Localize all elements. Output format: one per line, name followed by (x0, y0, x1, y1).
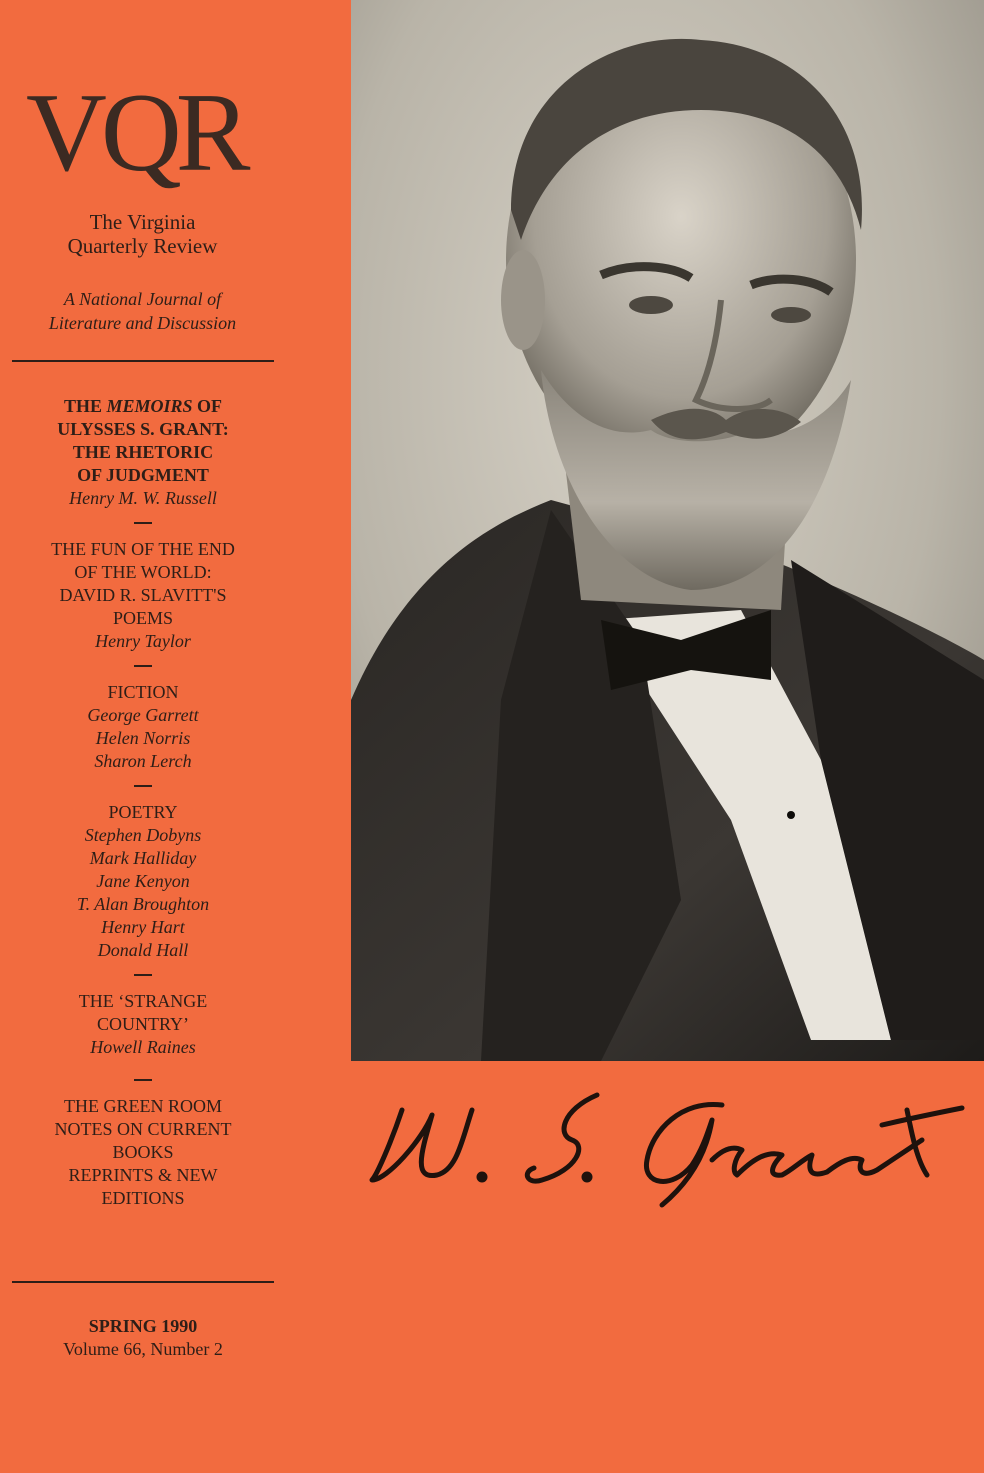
contents-title-line: ULYSSES S. GRANT: (57, 419, 229, 439)
contents-title-line: DAVID R. SLAVITT'S (59, 585, 227, 605)
contents-title-suffix: OF (192, 396, 223, 416)
contents-title-line: THE ‘STRANGE (78, 991, 208, 1011)
contents-title-line: OF THE WORLD: (74, 562, 212, 582)
contents-author: Henry Taylor (95, 631, 191, 651)
ear-shape (501, 250, 545, 350)
contents-title-line: BOOKS (112, 1142, 174, 1162)
contents-title-line: REPRINTS & NEW (68, 1165, 218, 1185)
contents-entry (12, 395, 274, 510)
contents-title-line: FICTION (107, 682, 179, 702)
contents-title-prefix: THE (63, 396, 107, 416)
vqr-logo-text: VQR (26, 78, 245, 195)
entry-separator (134, 665, 152, 667)
portrait-photo (351, 0, 984, 1061)
bottom-divider (12, 1281, 274, 1283)
left-eye (629, 296, 673, 314)
contents-title-italic: MEMOIRS (106, 396, 193, 416)
contents-author: George Garrett (87, 705, 199, 725)
contents-author: Jane Kenyon (96, 871, 190, 891)
portrait-illustration (351, 0, 984, 1061)
signature-dot-2 (584, 1174, 590, 1180)
issue-info (12, 1315, 274, 1361)
contents-author: Howell Raines (90, 1037, 196, 1057)
contents-title-line: OF JUDGMENT (77, 465, 209, 485)
journal-tagline-line1: A National Journal of (63, 289, 222, 309)
grant-signature (362, 1080, 972, 1210)
issue-volume: Volume 66, Number 2 (63, 1339, 223, 1359)
contents-author: Stephen Dobyns (84, 825, 202, 845)
contents-author: Mark Halliday (89, 848, 197, 868)
contents-entry (12, 1095, 274, 1210)
contents-title-line: THE GREEN ROOM (64, 1096, 222, 1116)
contents-title-line: THE RHETORIC (72, 442, 214, 462)
top-divider (12, 360, 274, 362)
signature-letter-s (527, 1095, 597, 1181)
contents-title-line: THE FUN OF THE END (51, 539, 235, 559)
contents-author: Henry M. W. Russell (69, 488, 217, 508)
vqr-logo-mark (26, 78, 286, 198)
signature-image (362, 1080, 972, 1210)
table-of-contents (12, 395, 274, 1210)
entry-separator (134, 522, 152, 524)
signature-dot-1 (479, 1174, 485, 1180)
entry-separator (134, 1079, 152, 1081)
issue-season: SPRING 1990 (88, 1316, 198, 1336)
signature-letter-g (646, 1104, 722, 1205)
contents-author: Henry Hart (101, 917, 185, 937)
stud-dot (787, 811, 795, 819)
journal-tagline-line2: Literature and Discussion (48, 313, 237, 333)
contents-author: Helen Norris (95, 728, 191, 748)
contents-author: Donald Hall (97, 940, 189, 960)
contents-title-line: EDITIONS (101, 1188, 185, 1208)
contents-title-line: POETRY (108, 802, 178, 822)
journal-name-line2: Quarterly Review (67, 234, 218, 258)
contents-entry (12, 538, 274, 653)
right-eye (771, 307, 811, 323)
contents-title-line: POEMS (112, 608, 174, 628)
entry-separator (134, 974, 152, 976)
contents-entry (12, 990, 274, 1059)
vqr-logo (26, 78, 281, 218)
journal-name (10, 210, 275, 258)
signature-t-bar (882, 1108, 962, 1125)
contents-author: T. Alan Broughton (76, 894, 210, 914)
contents-author: Sharon Lerch (94, 751, 192, 771)
journal-name-line1: The Virginia (89, 210, 196, 234)
contents-title-line (12, 395, 274, 418)
contents-title-line: NOTES ON CURRENT (54, 1119, 232, 1139)
contents-entry (12, 681, 274, 773)
contents-title-line: COUNTRY’ (96, 1014, 189, 1034)
signature-letter-u (372, 1110, 472, 1180)
contents-entry (12, 801, 274, 962)
signature-letters-rant (712, 1140, 922, 1175)
journal-tagline (10, 287, 275, 335)
entry-separator (134, 785, 152, 787)
